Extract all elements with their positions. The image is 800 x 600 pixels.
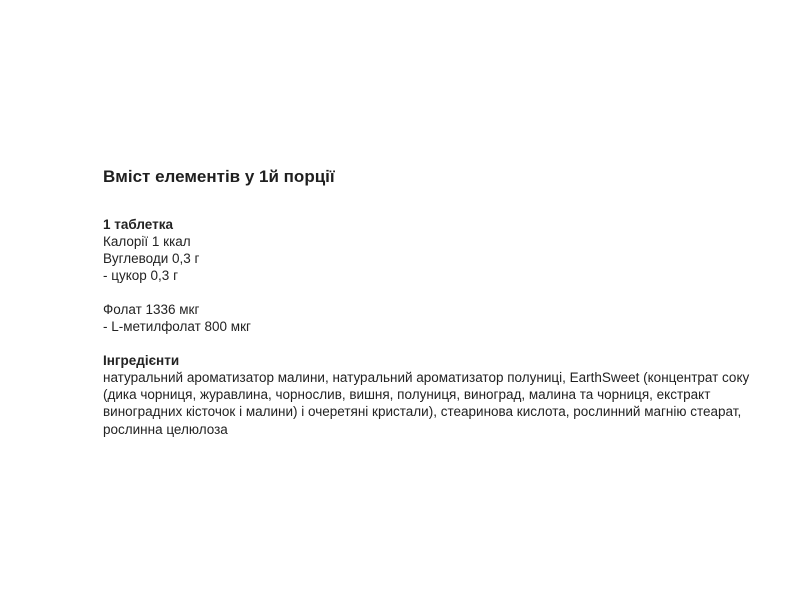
sugar-line: - цукор 0,3 г [103,268,178,283]
ingredients-line: рослинна целюлоза [103,421,228,437]
ingredients-title: Інгредієнти [103,353,180,368]
folate-info [103,301,703,335]
methylfolate-line: - L-метилфолат 800 мкг [103,319,251,334]
ingredients-text [103,369,750,438]
ingredients-line: виноградних кісточок і малини) і очеретяні кристали), стеаринова кислота, рослинний магнію стеарат, [103,404,742,420]
calories-line: Калорії 1 ккал [103,234,191,249]
ingredients-line: натуральний ароматизатор малини, натуральний ароматизатор полуниці, EarthSweet (концентрат соку [103,370,750,385]
nutrition-facts [103,166,750,438]
carbs-line: Вуглеводи 0,3 г [103,251,200,266]
page-title: Вміст елементів у 1й порції [103,167,335,186]
serving-size: 1 таблетка [103,217,173,232]
ingredients-section [103,352,750,438]
serving-info [103,216,703,284]
ingredients-line: (дика чорниця, журавлина, чорнослив, вишня, полуниця, виноград, малина та чорниця, екстракт [103,387,711,403]
folate-line: Фолат 1336 мкг [103,302,200,317]
